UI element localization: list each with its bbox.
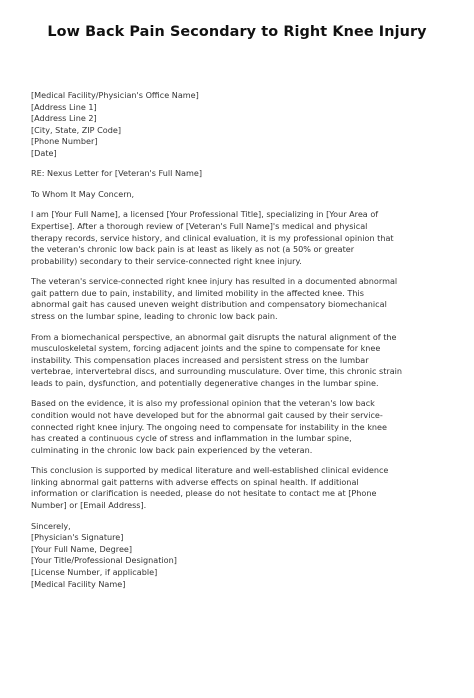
signer-license: [License Number, if applicable] xyxy=(31,566,158,577)
signer-title: [Your Title/Professional Designation] xyxy=(31,555,177,566)
paragraph-line: vertebrae, intervertebral discs, and surrounding musculature. Over time, this chronic strain xyxy=(31,366,403,377)
paragraph-line: information or clarification is needed, please do not hesitate to contact me at [Phone xyxy=(31,488,377,499)
paragraph-opinion xyxy=(31,209,449,267)
address-date: [Date] xyxy=(31,147,57,158)
closing-text: Sincerely, xyxy=(31,520,71,531)
address-facility-name: [Medical Facility/Physician's Office Name] xyxy=(31,90,199,100)
letter-body xyxy=(31,90,449,590)
paragraph-conclusion xyxy=(31,465,449,511)
signature-placeholder: [Physician's Signature] xyxy=(31,532,124,543)
paragraph-line: Based on the evidence, it is also my professional opinion that the veteran's low back xyxy=(31,398,375,409)
re-line-text: RE: Nexus Letter for [Veteran's Full Name] xyxy=(31,168,202,179)
paragraph-line: abnormal gait has caused uneven weight distribution and compensatory biomechanical xyxy=(31,299,387,310)
re-line xyxy=(31,168,449,180)
paragraph-line: connected right knee injury. The ongoing need to compensate for instability in the knee xyxy=(31,421,388,432)
paragraph-line: has created a continuous cycle of stress and inflammation in the lumbar spine, xyxy=(31,433,352,444)
paragraph-line: probability) secondary to their service-connected right knee injury. xyxy=(31,255,302,266)
paragraph-evidence xyxy=(31,398,449,456)
address-line-1: [Address Line 1] xyxy=(31,101,97,112)
paragraph-line: leads to pain, dysfunction, and potentially degenerative changes in the lumbar spine. xyxy=(31,377,379,388)
paragraph-line: The veteran's service-connected right knee injury has resulted in a documented abnormal xyxy=(31,276,398,287)
paragraph-line: linking abnormal gait patterns with adverse effects on spinal health. If additional xyxy=(31,476,359,487)
paragraph-line: Number] or [Email Address]. xyxy=(31,500,147,511)
paragraph-line: the veteran's chronic low back pain is at least as likely as not (a 50% or greater xyxy=(31,244,355,255)
paragraph-line: gait pattern due to pain, instability, and limited mobility in the affected knee. This xyxy=(31,287,364,298)
paragraph-line: This conclusion is supported by medical literature and well-established clinical evidence xyxy=(31,465,389,476)
paragraph-line: instability. This compensation places increased and persistent stress on the lumbar xyxy=(31,354,369,365)
paragraph-line: stress on the lumbar spine, leading to chronic low back pain. xyxy=(31,311,278,322)
paragraph-gait xyxy=(31,276,449,322)
paragraph-line: condition would not have developed but for the abnormal gait caused by their service- xyxy=(31,410,383,420)
paragraph-line: therapy records, service history, and clinical evaluation, it is my professional opinion that xyxy=(31,232,394,243)
paragraph-line: I am [Your Full Name], a licensed [Your Professional Title], specializing in [Your Area of xyxy=(31,209,379,220)
paragraph-line: musculoskeletal system, forcing adjacent joints and the spine to compensate for knee xyxy=(31,343,381,354)
address-city-state-zip: [City, State, ZIP Code] xyxy=(31,124,121,135)
paragraph-line: Expertise]. After a thorough review of [Veteran's Full Name]'s medical and physical xyxy=(31,221,368,232)
document-title: Low Back Pain Secondary to Right Knee Injury xyxy=(47,24,427,40)
paragraph-line: culminating in the chronic low back pain experienced by the veteran. xyxy=(31,444,313,455)
salutation xyxy=(31,189,449,201)
signer-name: [Your Full Name, Degree] xyxy=(31,543,133,554)
paragraph-biomechanics xyxy=(31,332,449,390)
signer-facility: [Medical Facility Name] xyxy=(31,578,126,589)
address-block xyxy=(31,90,449,160)
salutation-text: To Whom It May Concern, xyxy=(31,188,135,199)
paragraph-line: From a biomechanical perspective, an abnormal gait disrupts the natural alignment of the xyxy=(31,331,397,342)
address-phone: [Phone Number] xyxy=(31,136,98,147)
closing-block xyxy=(31,521,449,591)
address-line-2: [Address Line 2] xyxy=(31,113,97,124)
